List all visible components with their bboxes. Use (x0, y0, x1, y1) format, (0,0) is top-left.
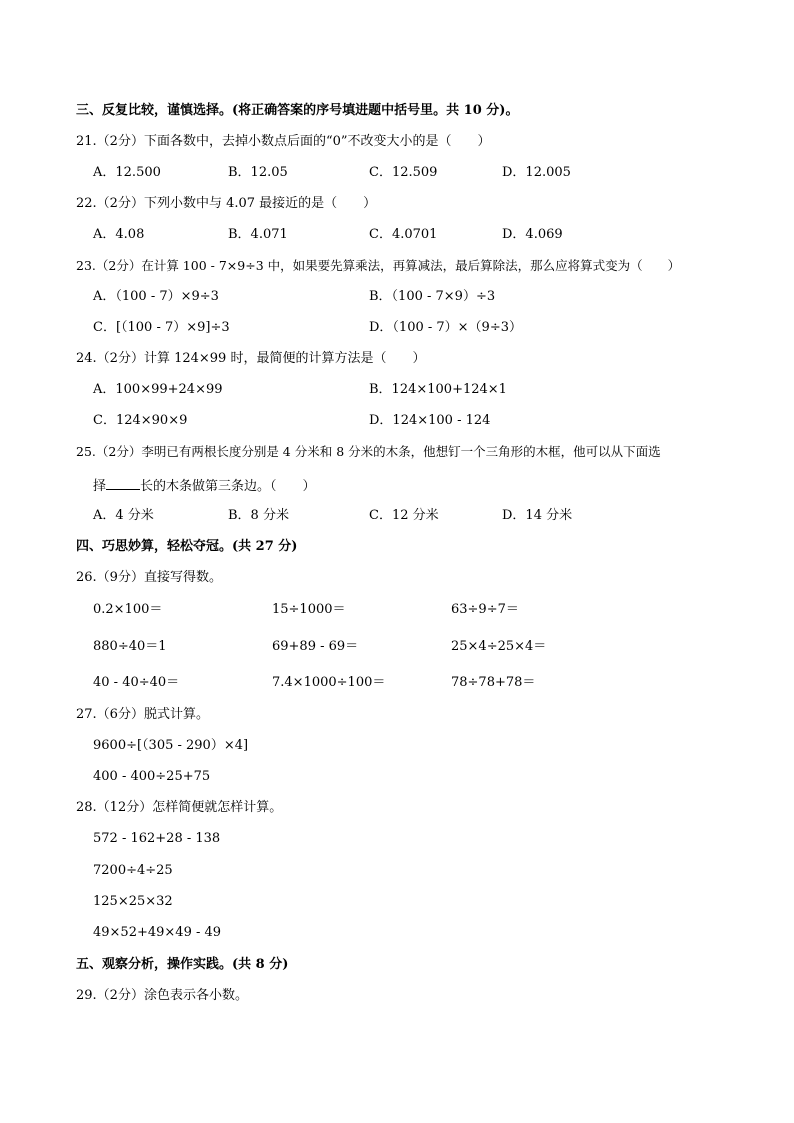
q25-text-a: 择 (93, 479, 107, 494)
question-27: 27.（6分）脱式计算。 (76, 707, 209, 722)
q28-item: 572 - 162+28 - 138 (93, 831, 221, 846)
q26-item: 78÷78+78＝ (451, 675, 536, 690)
q26-item: 0.2×100＝ (93, 602, 163, 617)
q21-option-a: A．12.500 (93, 165, 161, 180)
question-24: 24.（2分）计算 124×99 时，最简便的计算方法是（ ） (76, 351, 426, 366)
q21-option-d: D．12.005 (502, 165, 571, 180)
q26-item: 69+89 - 69＝ (272, 639, 359, 654)
q27-item: 9600÷[（305 - 290）×4] (93, 738, 249, 753)
q24-option-d: D．124×100 - 124 (369, 413, 491, 428)
q28-item: 49×52+49×49 - 49 (93, 925, 222, 940)
answer-blank[interactable] (106, 476, 140, 490)
q22-option-a: A．4.08 (93, 227, 145, 242)
q25-option-d: D．14 分米 (502, 508, 573, 523)
q27-item: 400 - 400÷25+75 (93, 769, 211, 784)
q22-option-b: B．4.071 (228, 227, 288, 242)
q26-item: 7.4×1000÷100＝ (272, 675, 386, 690)
q26-item: 63÷9÷7＝ (451, 602, 519, 617)
q23-option-d: D．（100 - 7）×（9÷3） (369, 320, 522, 335)
q25-option-c: C．12 分米 (369, 508, 439, 523)
q24-option-a: A．100×99+24×99 (93, 382, 223, 397)
q24-option-b: B．124×100+124×1 (369, 382, 507, 397)
q26-item: 880÷40＝1 (93, 639, 167, 654)
section-3-title: 三、反复比较，谨慎选择。(将正确答案的序号填进题中括号里。共 10 分)。 (76, 103, 519, 118)
q25-option-b: B．8 分米 (228, 508, 289, 523)
question-25: 25.（2分）李明已有两根长度分别是 4 分米和 8 分米的木条，他想钉一个三角形的木框，他可以从下面选 (76, 444, 661, 459)
section-4-title: 四、巧思妙算，轻松夺冠。(共 27 分) (76, 539, 298, 554)
question-21: 21.（2分）下面各数中，去掉小数点后面的“0”不改变大小的是（ ） (76, 134, 491, 149)
q23-option-c: C．[（100 - 7）×9]÷3 (93, 320, 230, 335)
q23-option-a: A．（100 - 7）×9÷3 (93, 289, 219, 304)
question-23: 23.（2分）在计算 100 - 7×9÷3 中，如果要先算乘法，再算减法，最后算除法，那么应将算式变为（ ） (76, 258, 681, 273)
q28-item: 7200÷4÷25 (93, 863, 173, 878)
q22-option-c: C．4.0701 (369, 227, 438, 242)
q26-item: 40 - 40÷40＝ (93, 675, 180, 690)
q23-option-b: B．（100 - 7×9）÷3 (369, 289, 496, 304)
q26-item: 15÷1000＝ (272, 602, 346, 617)
question-29: 29.（2分）涂色表示各小数。 (76, 988, 248, 1003)
section-5-title: 五、观察分析，操作实践。(共 8 分) (76, 957, 289, 972)
q28-item: 125×25×32 (93, 894, 173, 909)
q22-option-d: D．4.069 (502, 227, 563, 242)
q21-option-c: C．12.509 (369, 165, 438, 180)
q25-option-a: A．4 分米 (93, 508, 154, 523)
question-26: 26.（9分）直接写得数。 (76, 570, 222, 585)
question-22: 22.（2分）下列小数中与 4.07 最接近的是（ ） (76, 196, 377, 211)
q21-option-b: B．12.05 (228, 165, 288, 180)
q25-text-b: 长的木条做第三条边。（ ） (140, 479, 316, 494)
q24-option-c: C．124×90×9 (93, 413, 188, 428)
question-28: 28.（12分）怎样简便就怎样计算。 (76, 800, 283, 815)
question-25-line-2 (93, 476, 316, 496)
q26-item: 25×4÷25×4＝ (451, 639, 547, 654)
